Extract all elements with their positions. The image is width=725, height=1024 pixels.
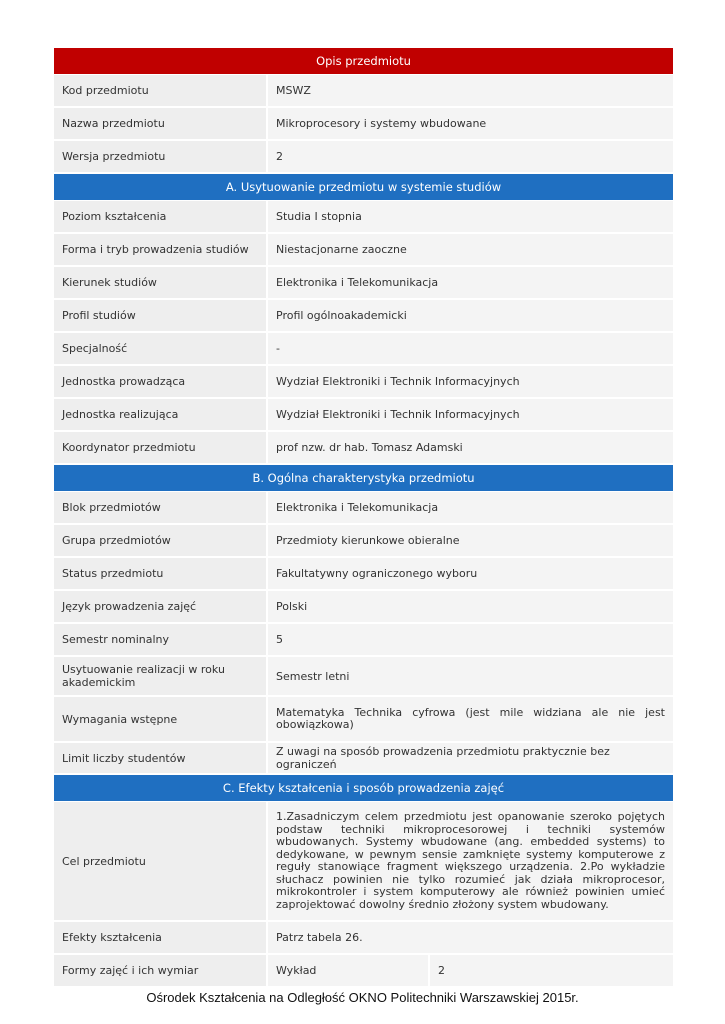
table-row — [54, 802, 673, 922]
table-row — [54, 492, 673, 525]
row-value: Elektronika i Telekomunikacja — [268, 267, 673, 298]
row-label: Cel przedmiotu — [54, 802, 268, 920]
row-value: Wydział Elektroniki i Technik Informacyjnych — [268, 366, 673, 397]
row-label: Grupa przedmiotów — [54, 525, 268, 556]
row-label: Limit liczby studentów — [54, 743, 268, 773]
row-label: Status przedmiotu — [54, 558, 268, 589]
row-value: Polski — [268, 591, 673, 622]
table-row — [54, 300, 673, 333]
row-value: Niestacjonarne zaoczne — [268, 234, 673, 265]
table-row — [54, 201, 673, 234]
row-value — [268, 697, 673, 741]
table-row — [54, 75, 673, 108]
section-b-header: B. Ogólna charakterystyka przedmiotu — [54, 465, 673, 492]
table-row — [54, 697, 673, 743]
row-value: Mikroprocesory i systemy wbudowane — [268, 108, 673, 139]
row-value: 5 — [268, 624, 673, 655]
table-row — [54, 333, 673, 366]
row-value: Profil ogólnoakademicki — [268, 300, 673, 331]
table-row — [54, 922, 673, 955]
table-row — [54, 558, 673, 591]
row-value: Elektronika i Telekomunikacja — [268, 492, 673, 523]
section-a-header: A. Usytuowanie przedmiotu w systemie studiów — [54, 174, 673, 201]
row-value: Semestr letni — [268, 657, 673, 695]
row-label: Kierunek studiów — [54, 267, 268, 298]
row-label: Kod przedmiotu — [54, 75, 268, 106]
row-label: Forma i tryb prowadzenia studiów — [54, 234, 268, 265]
table-row — [54, 591, 673, 624]
form-amount: 2 — [430, 955, 673, 986]
table-row — [54, 267, 673, 300]
table-row — [54, 399, 673, 432]
row-value: 2 — [268, 141, 673, 172]
table-row — [54, 657, 673, 697]
row-value: - — [268, 333, 673, 364]
row-label: Specjalność — [54, 333, 268, 364]
row-label: Semestr nominalny — [54, 624, 268, 655]
table-row — [54, 108, 673, 141]
table-row — [54, 141, 673, 174]
course-description-table — [54, 48, 673, 988]
row-label: Wymagania wstępne — [54, 697, 268, 741]
row-value: Wydział Elektroniki i Technik Informacyjnych — [268, 399, 673, 430]
table-row — [54, 743, 673, 775]
table-row — [54, 525, 673, 558]
row-label: Usytuowanie realizacji w roku akademickim — [54, 657, 268, 695]
row-label: Jednostka prowadząca — [54, 366, 268, 397]
table-row — [54, 955, 673, 988]
table-row — [54, 432, 673, 465]
table-row — [54, 234, 673, 267]
table-header: Opis przedmiotu — [54, 48, 673, 75]
table-row — [54, 366, 673, 399]
row-value — [268, 802, 673, 920]
row-value: Patrz tabela 26. — [268, 922, 673, 953]
row-label: Koordynator przedmiotu — [54, 432, 268, 463]
row-label: Nazwa przedmiotu — [54, 108, 268, 139]
page-footer: Ośrodek Kształcenia na Odległość OKNO Politechniki Warszawskiej 2015r. — [146, 990, 579, 1005]
section-c-header: C. Efekty kształcenia i sposób prowadzenia zajęć — [54, 775, 673, 802]
row-label: Język prowadzenia zajęć — [54, 591, 268, 622]
table-row — [54, 624, 673, 657]
row-value: MSWZ — [268, 75, 673, 106]
row-label: Wersja przedmiotu — [54, 141, 268, 172]
row-label: Jednostka realizująca — [54, 399, 268, 430]
row-label: Poziom kształcenia — [54, 201, 268, 232]
row-value-text: 1.Zasadniczym celem przedmiotu jest opanowanie szeroko pojętych podstaw techniki mikroprocesorowej i techniki systemów wbudowanych. Systemy wbudowane (ang. embedded systems) to dedykowane, w pewnym sensie zamknięte systemy komputerowe z reguły stanowiące fragment większego urządzenia. 2.Po wykładzie słuchacz powinien nie tylko rozumieć jak działa mikroprocesor, mikrokontroler i system komputerowy ale również powinien umieć zaprojektować dowolny średnio złożony system wbudowany. — [276, 810, 665, 911]
row-label: Efekty kształcenia — [54, 922, 268, 953]
row-value: Przedmioty kierunkowe obieralne — [268, 525, 673, 556]
form-type: Wykład — [268, 955, 430, 986]
row-label: Profil studiów — [54, 300, 268, 331]
row-value: Z uwagi na sposób prowadzenia przedmiotu praktycznie bez ograniczeń — [268, 743, 673, 773]
row-label: Formy zajęć i ich wymiar — [54, 955, 268, 986]
row-label: Blok przedmiotów — [54, 492, 268, 523]
row-value: Studia I stopnia — [268, 201, 673, 232]
row-value: prof nzw. dr hab. Tomasz Adamski — [268, 432, 673, 463]
row-value-text: Matematyka Technika cyfrowa (jest mile widziana ale nie jest obowiązkowa) — [276, 705, 665, 731]
row-value: Fakultatywny ograniczonego wyboru — [268, 558, 673, 589]
